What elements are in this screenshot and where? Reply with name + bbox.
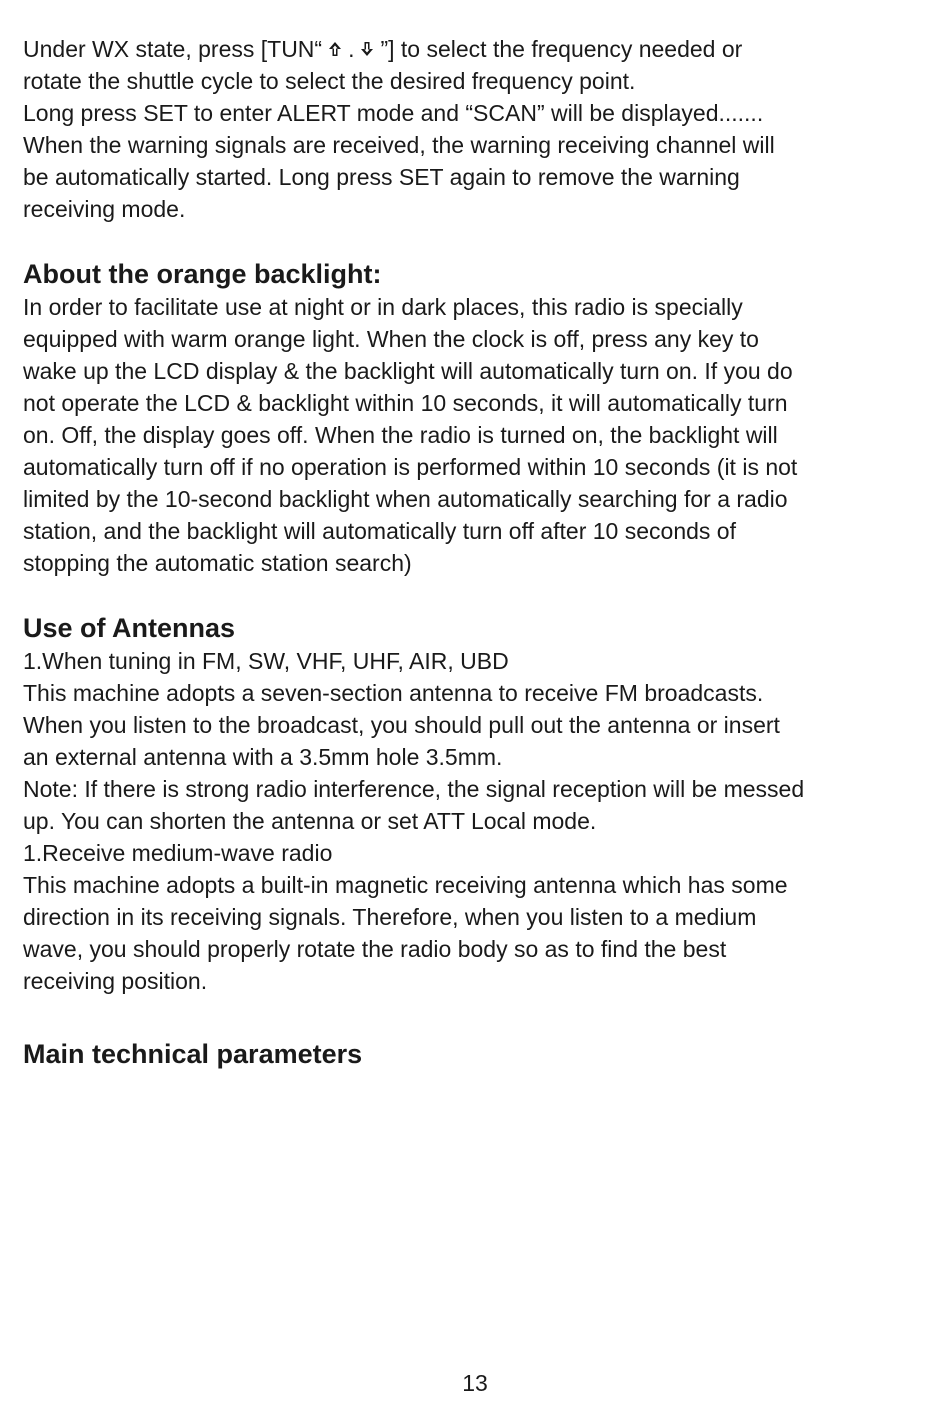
intro-line-1-separator: . (348, 36, 355, 62)
section-spacer (23, 997, 933, 1037)
intro-line-1 (23, 33, 933, 65)
up-arrow-icon (328, 41, 342, 57)
antennas-line: receiving position. (23, 968, 208, 994)
antennas-line: 1.When tuning in FM, SW, VHF, UHF, AIR, UBD (23, 648, 509, 674)
antennas-line: direction in its receiving signals. Therefore, when you listen to a medium (23, 904, 757, 930)
antennas-heading: Use of Antennas (23, 613, 236, 643)
intro-line: rotate the shuttle cycle to select the desired frequency point. (23, 68, 636, 94)
backlight-section (23, 257, 933, 579)
backlight-line: on. Off, the display goes off. When the radio is turned on, the backlight will (23, 422, 778, 448)
backlight-line: automatically turn off if no operation is performed within 10 seconds (it is not (23, 454, 798, 480)
backlight-line: station, and the backlight will automatically turn off after 10 seconds of (23, 518, 736, 544)
intro-line: Long press SET to enter ALERT mode and “SCAN” will be displayed....... (23, 100, 764, 126)
intro-line: receiving mode. (23, 196, 186, 222)
intro-line: When the warning signals are received, the warning receiving channel will (23, 132, 775, 158)
backlight-line: limited by the 10-second backlight when automatically searching for a radio (23, 486, 788, 512)
intro-line-1-start: Under WX state, press [TUN“ (23, 36, 323, 62)
intro-line-1-end: ”] to select the frequency needed or (380, 36, 743, 62)
down-arrow-icon (360, 41, 374, 57)
antennas-line: Note: If there is strong radio interference, the signal reception will be messed (23, 776, 805, 802)
antennas-line: This machine adopts a built-in magnetic receiving antenna which has some (23, 872, 788, 898)
backlight-line: wake up the LCD display & the backlight will automatically turn on. If you do (23, 358, 793, 384)
antennas-section (23, 611, 933, 997)
backlight-line: In order to facilitate use at night or in dark places, this radio is specially (23, 294, 743, 320)
backlight-heading: About the orange backlight: (23, 259, 382, 289)
backlight-line: not operate the LCD & backlight within 10 seconds, it will automatically turn (23, 390, 788, 416)
backlight-line: stopping the automatic station search) (23, 550, 412, 576)
wx-alert-section (23, 33, 933, 225)
antennas-line: up. You can shorten the antenna or set ATT Local mode. (23, 808, 597, 834)
antennas-line: When you listen to the broadcast, you should pull out the antenna or insert (23, 712, 780, 738)
antennas-line: 1.Receive medium-wave radio (23, 840, 333, 866)
antennas-line: wave, you should properly rotate the radio body so as to find the best (23, 936, 727, 962)
backlight-line: equipped with warm orange light. When the clock is off, press any key to (23, 326, 759, 352)
page-number: 13 (462, 1370, 488, 1396)
parameters-heading: Main technical parameters (23, 1039, 363, 1069)
parameters-section (23, 1037, 933, 1071)
section-spacer (23, 579, 933, 611)
antennas-line: an external antenna with a 3.5mm hole 3.5mm. (23, 744, 503, 770)
intro-line: be automatically started. Long press SET again to remove the warning (23, 164, 740, 190)
antennas-line: This machine adopts a seven-section antenna to receive FM broadcasts. (23, 680, 764, 706)
manual-page (23, 33, 933, 1071)
section-spacer (23, 225, 933, 257)
